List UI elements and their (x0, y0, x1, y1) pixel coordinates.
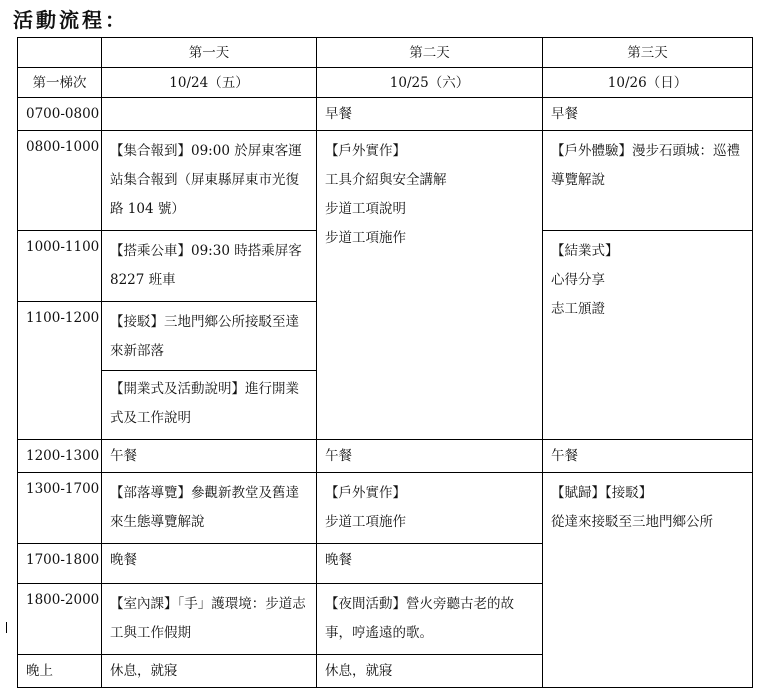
time-cell: 1100-1200 (18, 302, 102, 440)
time-cell: 1300-1700 (18, 473, 102, 544)
day2-cell: 休息，就寢 (317, 655, 543, 688)
activity-line: 志工頒證 (551, 301, 605, 317)
activity-line: 步道工項施作 (325, 514, 406, 530)
activity-line: 心得分享 (551, 272, 605, 288)
page-title: 活動流程： (13, 8, 128, 32)
table-row (18, 131, 753, 231)
day3-cell: 午餐 (543, 440, 753, 473)
activity-line: 【結業式】 (551, 243, 619, 259)
date-day1: 10/24（五） (102, 68, 317, 98)
header-day3: 第三天 (543, 38, 753, 68)
time-cell: 0700-0800 (18, 98, 102, 131)
activity-line: 步道工項施作 (325, 230, 406, 246)
activity-line: 工具介紹與安全講解 (325, 172, 447, 188)
time-cell: 0800-1000 (18, 131, 102, 231)
activity-line: 步道工項說明 (325, 201, 406, 217)
time-cell: 1800-2000 (18, 584, 102, 655)
day2-cell: 【夜間活動】營火旁聽古老的故事，哼遙遠的歌。 (317, 584, 543, 655)
day1-cell (102, 302, 317, 440)
day2-cell: 晚餐 (317, 544, 543, 584)
day3-cell (543, 473, 753, 688)
activity-text: 【接駁】三地門鄉公所接駁至達來新部落 (110, 314, 299, 359)
activity-line: 【戶外實作】 (325, 485, 406, 501)
date-day3: 10/26（日） (543, 68, 753, 98)
day2-cell (317, 131, 543, 440)
day1-cell: 【集合報到】09:00 於屏東客運站集合報到（屏東縣屏東市光復路 104 號） (102, 131, 317, 231)
schedule-table (17, 37, 753, 688)
table-row (18, 473, 753, 544)
activity-text: 【開業式及活動說明】進行開業式及工作說明 (110, 381, 299, 426)
day3-cell: 【戶外體驗】漫步石頭城：巡禮導覽解說 (543, 131, 753, 231)
time-cell: 1200-1300 (18, 440, 102, 473)
header-row (18, 38, 753, 68)
header-corner-cell (18, 38, 102, 68)
activity-line: 【戶外實作】 (325, 143, 406, 159)
table-row (18, 98, 753, 131)
table-row (18, 440, 753, 473)
batch-label: 第一梯次 (18, 68, 102, 98)
day3-cell: 早餐 (543, 98, 753, 131)
date-day2: 10/25（六） (317, 68, 543, 98)
text-cursor (6, 622, 7, 633)
day1-cell (102, 98, 317, 131)
day1-cell: 【室內課】「手」護環境：步道志工與工作假期 (102, 584, 317, 655)
day1-cell: 午餐 (102, 440, 317, 473)
batch-row (18, 68, 753, 98)
activity-line: 【賦歸】【接駁】 (551, 485, 653, 501)
activity-line: 從達來接駁至三地門鄉公所 (551, 514, 713, 530)
day1-cell: 【搭乘公車】09:30 時搭乘屏客 8227 班車 (102, 231, 317, 302)
header-day1: 第一天 (102, 38, 317, 68)
cell-divider (102, 370, 316, 371)
time-cell: 1700-1800 (18, 544, 102, 584)
day1-cell: 【部落導覽】參觀新教堂及舊達來生態導覽解說 (102, 473, 317, 544)
time-cell: 晚上 (18, 655, 102, 688)
day1-cell: 休息，就寢 (102, 655, 317, 688)
header-day2: 第二天 (317, 38, 543, 68)
day2-cell (317, 473, 543, 544)
day2-cell: 早餐 (317, 98, 543, 131)
time-cell: 1000-1100 (18, 231, 102, 302)
day1-cell: 晚餐 (102, 544, 317, 584)
day3-cell (543, 231, 753, 440)
day2-cell: 午餐 (317, 440, 543, 473)
